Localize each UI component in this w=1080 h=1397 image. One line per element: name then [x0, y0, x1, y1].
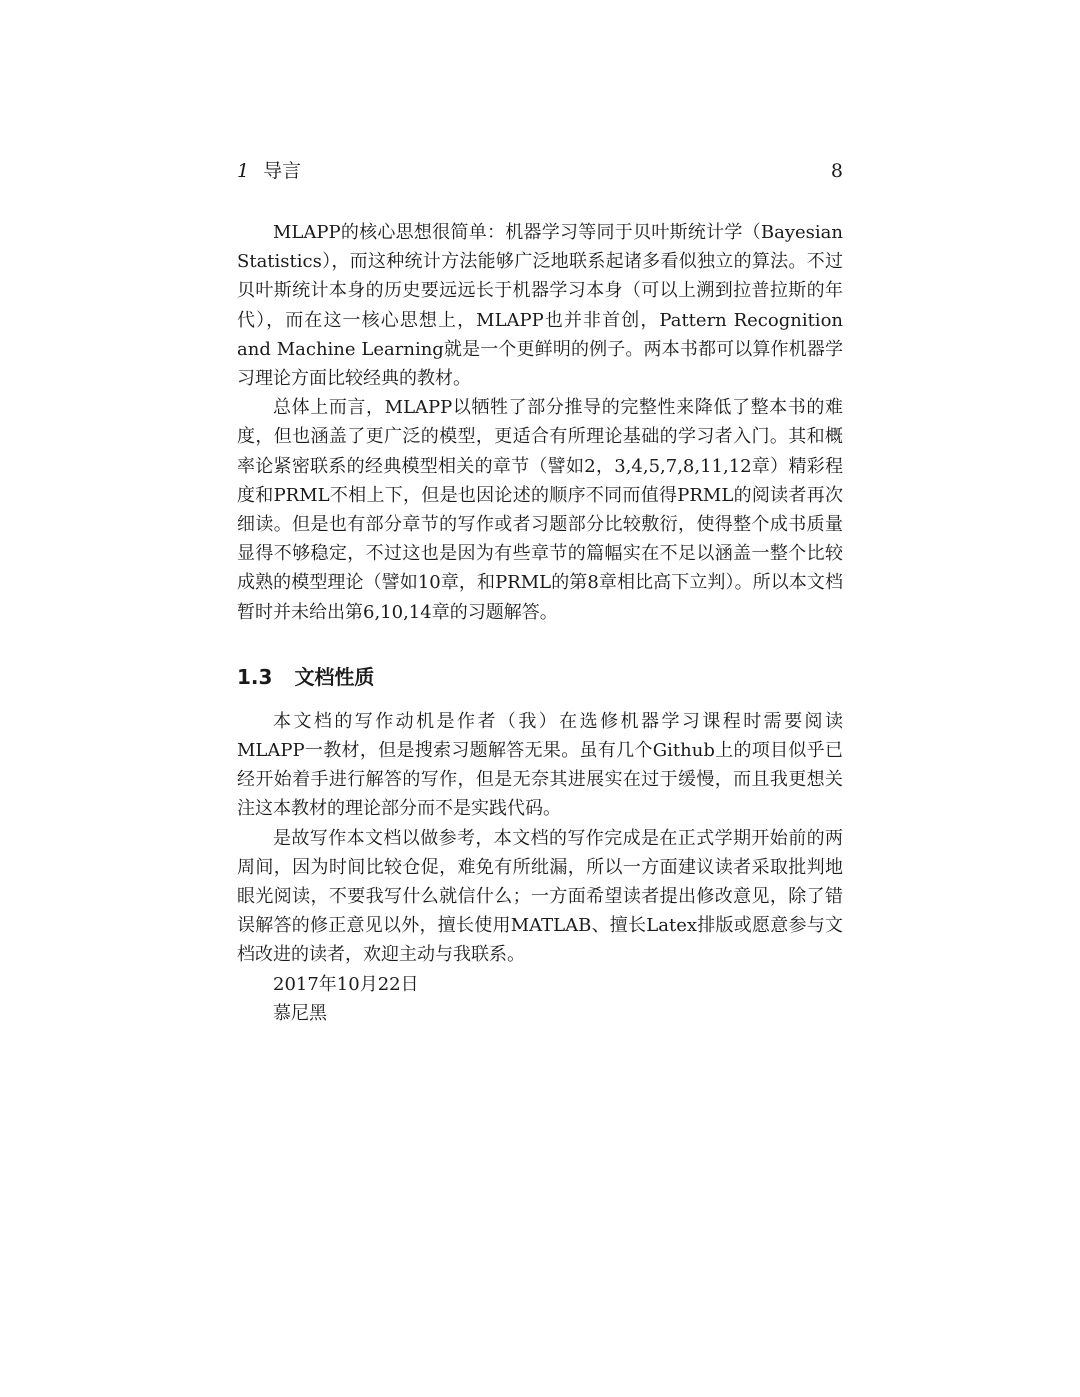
section-heading — [237, 663, 843, 691]
paragraph: 本文档的写作动机是作者（我）在选修机器学习课程时需要阅读MLAPP一教材，但是搜索习题解答无果。虽有几个Github上的项目似乎已经开始着手进行解答的写作，但是无奈其进展实在过于缓慢，而且我更想关注这本教材的理论部分而不是实践代码。 — [237, 710, 843, 820]
running-header — [237, 156, 843, 186]
body-text — [237, 218, 843, 1028]
signature-date: 2017年10月22日 — [273, 973, 419, 995]
section-title: 文档性质 — [294, 664, 375, 689]
chapter-title: 导言 — [263, 160, 302, 182]
section-number: 1.3 — [237, 664, 273, 689]
chapter-number: 1 — [237, 160, 250, 182]
signature-author: 慕尼黑 — [273, 1002, 327, 1024]
paragraph: MLAPP的核心思想很简单：机器学习等同于贝叶斯统计学（Bayesian Statistics），而这种统计方法能够广泛地联系起诸多看似独立的算法。不过贝叶斯统计本身的历史要远远长于机器学习本身（可以上溯到拉普拉斯的年代），而在这一核心思想上，MLAPP也并非首创，Pattern Recognition and Machine Learning就是一个更鲜明的例子。两本书都可以算作机器学习理论方面比较经典的教材。 — [237, 222, 843, 390]
page-number: 8 — [830, 160, 843, 182]
paragraph: 总体上而言，MLAPP以牺牲了部分推导的完整性来降低了整本书的难度，但也涵盖了更广泛的模型，更适合有所理论基础的学习者入门。其和概率论紧密联系的经典模型相关的章节（譬如2，3,4,5,7,8,11,12章）精彩程度和PRML不相上下，但是也因论述的顺序不同而值得PRML的阅读者再次细读。但是也有部分章节的写作或者习题部分比较敷衍，使得整个成书质量显得不够稳定，不过这也是因为有些章节的篇幅实在不足以涵盖一整个比较成熟的模型理论（譬如10章，和PRML的第8章相比高下立判）。所以本文档暂时并未给出第6,10,14章的习题解答。 — [237, 397, 843, 623]
paragraph: 是故写作本文档以做参考，本文档的写作完成是在正式学期开始前的两周间，因为时间比较仓促，难免有所纰漏，所以一方面建议读者采取批判地眼光阅读，不要我写什么就信什么；一方面希望读者提出修改意见，除了错误解答的修正意见以外，擅长使用MATLAB、擅长Latex排版或愿意参与文档改进的读者，欢迎主动与我联系。 — [237, 827, 843, 966]
